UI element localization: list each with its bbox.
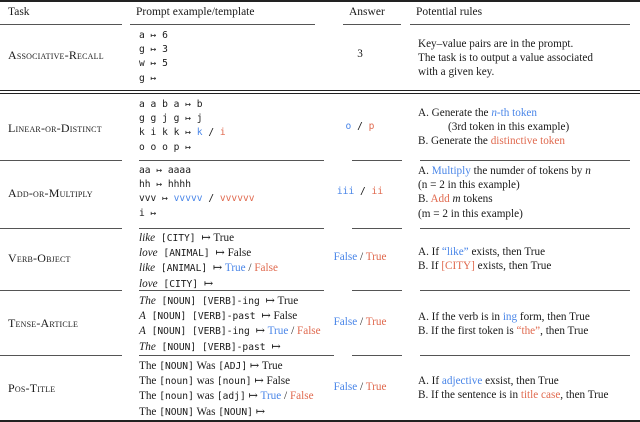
- row-divider: [352, 355, 402, 356]
- row-divider: [352, 228, 402, 229]
- rule-text: , then True: [560, 389, 609, 402]
- rule-text: A. Generate the: [418, 107, 492, 119]
- potential-rules: [418, 106, 569, 149]
- row-divider: [352, 290, 402, 291]
- rule-text: B. If the sentence is in: [418, 389, 521, 402]
- rule-highlight: Multiply: [431, 165, 471, 177]
- answer-a: iii: [336, 186, 355, 197]
- prompt-label: ↦: [255, 325, 268, 338]
- prompt-label: ↦ False: [251, 375, 291, 388]
- prompt-example: [139, 294, 321, 355]
- rule-b: [418, 324, 590, 338]
- prompt-slot: [ANIMAL]: [157, 248, 216, 260]
- row-divider: [420, 290, 630, 291]
- prompt-text: The: [139, 360, 160, 372]
- rule-highlight: adjective: [441, 375, 483, 387]
- potential-rules: [418, 374, 608, 402]
- rule-highlight: “like”: [441, 246, 469, 258]
- row-divider: [0, 228, 122, 229]
- prompt-label: ↦: [203, 277, 214, 290]
- prompt-line: [139, 389, 314, 404]
- answer-a: False: [333, 381, 358, 393]
- rule-line: with a given key.: [418, 66, 495, 79]
- separator: /: [245, 262, 255, 275]
- prompt-text: The: [139, 405, 160, 418]
- rule-text: , then True: [540, 325, 589, 338]
- rule-highlight: distinctive token: [490, 135, 565, 148]
- header-rules: Potential rules: [416, 6, 483, 18]
- prompt-text: was: [193, 390, 217, 403]
- answer: [320, 121, 400, 132]
- header-underline-task: [0, 24, 122, 25]
- header-underline-rules: [410, 24, 630, 25]
- option-b: i: [219, 127, 226, 139]
- separator: /: [357, 251, 366, 263]
- potential-rules: [418, 37, 593, 80]
- task-name: Associative-Recall: [8, 48, 104, 62]
- option-b: False: [254, 262, 278, 275]
- prompt-label: ↦: [252, 405, 266, 418]
- prompt-label: ↦ True: [265, 295, 299, 307]
- prompt-verb: love: [139, 277, 158, 290]
- option-b: False: [289, 390, 314, 403]
- prompt-line: [139, 126, 226, 140]
- rule-a: [418, 310, 590, 324]
- separator: /: [281, 390, 290, 403]
- rule-highlight: title case: [520, 389, 561, 402]
- separator: /: [202, 127, 220, 139]
- rule-text: tokens: [460, 193, 493, 206]
- answer: 3: [357, 48, 363, 60]
- prompt-slot: [NOUN]: [218, 406, 253, 418]
- header-answer: Answer: [349, 6, 385, 18]
- prompt-slot: [NOUN]: [159, 406, 194, 418]
- header-underline-prompt: [130, 24, 315, 25]
- row-divider: [0, 160, 122, 161]
- answer: [320, 251, 400, 263]
- prompt-line: [139, 359, 314, 374]
- rule-text: form, then True: [517, 311, 590, 323]
- prompt-slot: [NOUN] [VERB]-ing: [145, 326, 256, 338]
- rule-highlight: [CITY]: [441, 260, 475, 273]
- prompt-verb: love: [139, 247, 158, 260]
- option-a: k: [196, 127, 203, 139]
- prompt-text: k i k k ↦: [139, 127, 197, 139]
- prompt-slot: [ADJ]: [218, 361, 248, 372]
- prompt-line: [139, 340, 321, 355]
- task-name: Linear-or-Distinct: [8, 121, 102, 135]
- separator: /: [357, 316, 366, 328]
- row-divider: [420, 228, 630, 229]
- rule-text: exsist, then True: [482, 375, 559, 387]
- prompt-example: [139, 359, 314, 420]
- option-a: True: [224, 262, 246, 275]
- task-name: Pos-Title: [8, 381, 56, 395]
- potential-rules: [418, 164, 591, 221]
- prompt-example: [139, 164, 255, 221]
- prompt-line: aa ↦ aaaa: [139, 165, 191, 176]
- answer: [320, 186, 400, 197]
- header-task: Task: [8, 6, 30, 18]
- prompt-article: A: [139, 310, 146, 323]
- rule-b: [418, 259, 551, 273]
- prompt-line: o o o p ↦: [139, 141, 191, 153]
- rule-highlight: ing: [502, 311, 518, 323]
- rule-text: exists, then True: [468, 246, 546, 258]
- prompt-line: g ↦ 3: [139, 44, 168, 56]
- prompt-line: [139, 192, 255, 206]
- prompt-text: Was: [193, 360, 219, 372]
- prompt-line: g ↦: [139, 72, 157, 84]
- prompt-line: [139, 277, 278, 292]
- rule-text: exists, then True: [474, 260, 552, 273]
- rule-a: [418, 374, 608, 388]
- task-name: Add-or-Multiply: [8, 186, 93, 200]
- prompt-slot: [CITY]: [157, 278, 204, 290]
- prompt-example: [139, 231, 278, 292]
- prompt-label: ↦ True: [201, 232, 235, 244]
- prompt-slot: [NOUN]: [159, 361, 194, 372]
- prompt-slot: [ANIMAL]: [155, 263, 213, 275]
- prompt-label: ↦: [212, 262, 225, 275]
- rule-var: n: [491, 107, 497, 119]
- prompt-slot: [NOUN] [VERB]-ing: [155, 296, 266, 307]
- prompt-example: [139, 29, 168, 86]
- prompt-line: g g j g ↦ j: [139, 113, 203, 125]
- rule-highlight: “the”: [516, 325, 541, 338]
- double-rule-bottom: [0, 93, 640, 94]
- rule-highlight: Add: [430, 193, 450, 206]
- prompt-text: The: [139, 375, 160, 388]
- rule-var: m: [449, 193, 461, 206]
- row-divider: [0, 355, 122, 356]
- prompt-text: was: [193, 375, 217, 388]
- top-rule: [0, 0, 640, 2]
- answer-b: ii: [371, 186, 384, 197]
- rule-a: [418, 164, 591, 178]
- prompt-verb: like: [139, 232, 156, 244]
- option-a: True: [260, 390, 282, 403]
- header-prompt: Prompt example/template: [136, 6, 255, 18]
- rule-text: the numder of tokens by: [470, 165, 586, 177]
- prompt-line: i ↦: [139, 207, 157, 219]
- prompt-line: w ↦ 5: [139, 58, 168, 70]
- row-divider: [420, 355, 630, 356]
- prompt-line: a ↦ 6: [139, 30, 168, 41]
- option-a: True: [267, 325, 289, 338]
- rule-line: Key–value pairs are in the prompt.: [418, 38, 574, 50]
- option-b: False: [297, 325, 321, 338]
- rule-b: [418, 388, 608, 402]
- answer-a: o: [345, 121, 352, 132]
- separator: /: [351, 121, 369, 132]
- row-divider: [139, 228, 324, 229]
- rule-a: [418, 245, 551, 259]
- rule-a: [418, 106, 569, 120]
- separator: /: [354, 186, 372, 197]
- rule-text: B. Generate the: [418, 135, 491, 148]
- rule-line: The task is to output a value associated: [418, 52, 593, 65]
- row-divider: [352, 160, 402, 161]
- prompt-line: [139, 374, 314, 389]
- prompt-example: [139, 98, 226, 155]
- prompt-label: ↦: [271, 340, 281, 353]
- prompt-slot: [NOUN] [VERB]-past: [145, 311, 262, 323]
- prompt-label: ↦ False: [215, 247, 252, 260]
- prompt-line: [139, 405, 314, 420]
- prompt-line: [139, 294, 321, 309]
- prompt-slot: [adj]: [216, 391, 246, 403]
- separator: /: [357, 381, 366, 393]
- prompt-line: [139, 324, 321, 339]
- prompt-text: The: [139, 390, 160, 403]
- prompt-text: vvv ↦: [139, 193, 174, 205]
- prompt-slot: [noun]: [216, 376, 252, 388]
- header-underline-answer: [343, 24, 401, 25]
- rule-highlight: -th token: [496, 107, 537, 119]
- row-divider: [0, 290, 122, 291]
- prompt-slot: [noun]: [159, 376, 194, 388]
- rule-note: (m = 2 in this example): [418, 207, 523, 220]
- rule-b: [418, 134, 569, 148]
- prompt-slot: [noun]: [159, 391, 194, 403]
- option-a: vvvvv: [173, 193, 203, 205]
- prompt-label: ↦ True: [247, 360, 283, 372]
- separator: /: [288, 325, 297, 338]
- rule-var: n: [585, 165, 591, 177]
- answer: [320, 316, 400, 328]
- rule-text: B. If the first token is: [418, 325, 517, 338]
- prompt-text: Was: [193, 405, 219, 418]
- prompt-line: [139, 231, 278, 246]
- task-name: Tense-Article: [8, 316, 79, 330]
- row-divider: [139, 160, 324, 161]
- prompt-article: A: [139, 325, 146, 338]
- prompt-article: The: [139, 295, 156, 307]
- prompt-line: [139, 261, 278, 276]
- potential-rules: [418, 245, 551, 273]
- answer-a: False: [333, 251, 358, 263]
- rule-text: B.: [418, 193, 431, 206]
- answer-a: False: [333, 316, 358, 328]
- prompt-verb: like: [139, 262, 156, 275]
- row-divider: [420, 160, 630, 161]
- option-b: vvvvvv: [219, 193, 255, 205]
- rule-text: A. If: [418, 375, 442, 387]
- rule-text: A.: [418, 165, 432, 177]
- prompt-label: ↦ False: [261, 310, 298, 323]
- rule-text: A. If: [418, 246, 442, 258]
- double-rule-top: [0, 90, 640, 91]
- potential-rules: [418, 310, 590, 338]
- answer-b: p: [368, 121, 375, 132]
- prompt-line: [139, 246, 278, 261]
- prompt-label: ↦: [245, 390, 261, 403]
- answer-b: True: [365, 251, 387, 263]
- prompt-line: hh ↦ hhhh: [139, 179, 191, 191]
- prompt-line: [139, 309, 321, 324]
- rule-b: [418, 192, 591, 206]
- prompt-line: a a b a ↦ b: [139, 99, 203, 110]
- prompt-article: The: [139, 340, 156, 353]
- answer-b: True: [365, 316, 387, 328]
- rule-note: (n = 2 in this example): [418, 179, 520, 192]
- prompt-slot: [CITY]: [155, 233, 202, 244]
- answer: [320, 381, 400, 393]
- rule-note: (3rd token in this example): [448, 121, 570, 134]
- row-divider: [139, 355, 334, 356]
- rule-text: A. If the verb is in: [418, 311, 503, 323]
- task-name: Verb-Object: [8, 251, 71, 265]
- prompt-slot: [NOUN] [VERB]-past: [155, 341, 272, 353]
- answer-b: True: [365, 381, 387, 393]
- rule-text: B. If: [418, 260, 442, 273]
- separator: /: [202, 193, 220, 205]
